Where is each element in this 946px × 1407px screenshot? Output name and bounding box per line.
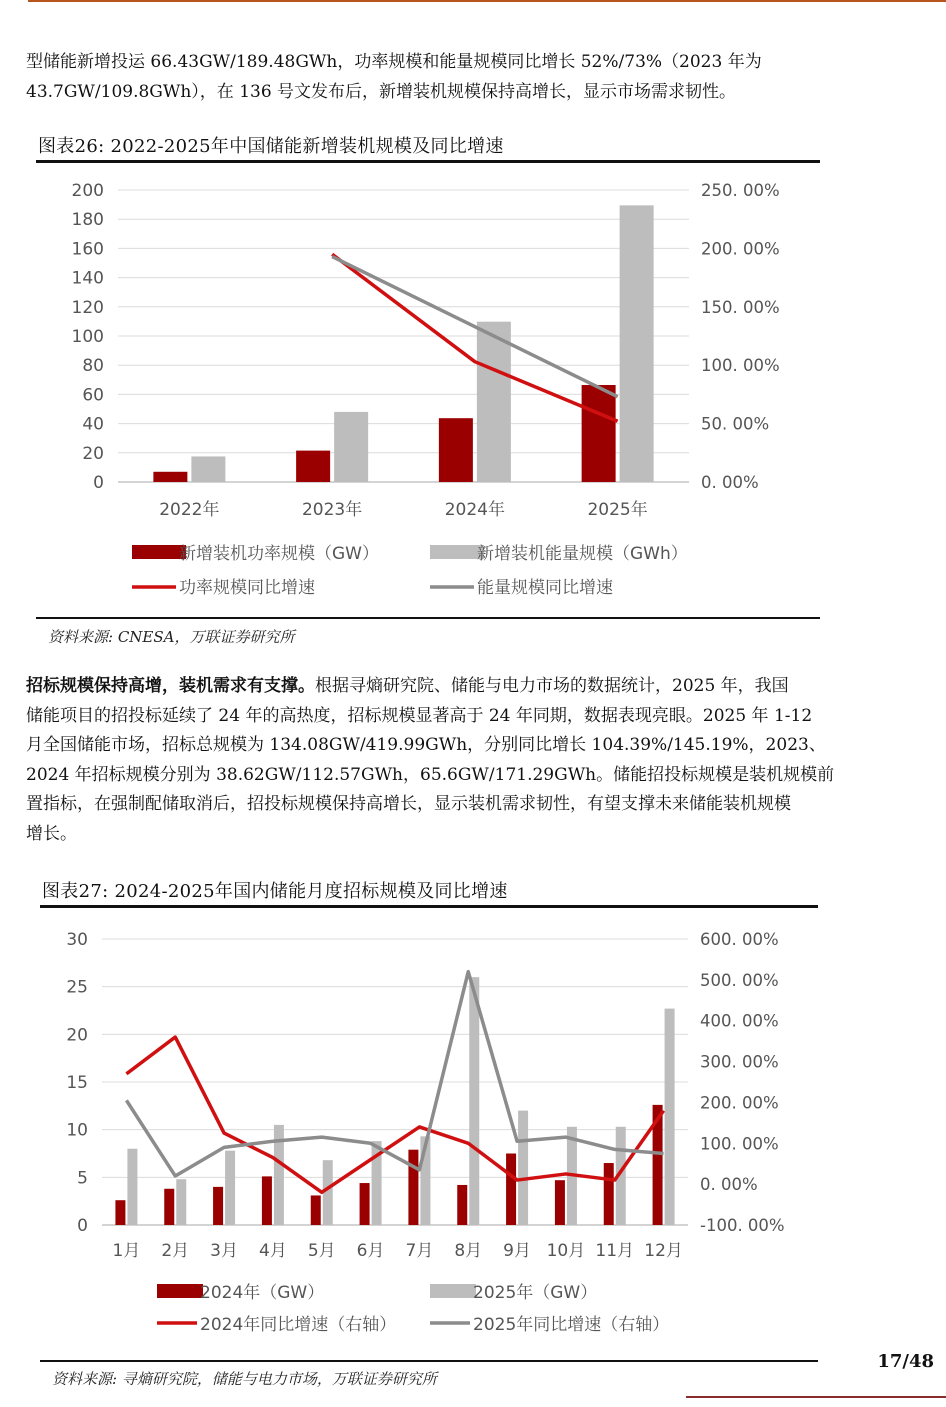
- left-axis-tick-label: 5: [77, 1168, 88, 1189]
- tender-line-3: 月全国储能市场，招标总规模为 134.08GW/419.99GWh，分别同比增长 104.39%/145.19%，2023、: [26, 735, 826, 755]
- right-axis-tick-label: 100. 00%: [700, 1134, 779, 1154]
- category-label: 6月: [356, 1241, 385, 1261]
- figure27-legend: [157, 1282, 669, 1335]
- right-axis-tick-label: 200. 00%: [700, 1093, 779, 1113]
- right-axis-tick-label: 100. 00%: [701, 356, 780, 376]
- series-line: [126, 1037, 663, 1192]
- figure27-title: 图表27: 2024-2025年国内储能月度招标规模及同比增速: [42, 881, 508, 902]
- figure27-bottom-rule: [40, 1360, 818, 1362]
- bar: [408, 1150, 418, 1225]
- footer-rule: [686, 1396, 946, 1398]
- bar: [477, 322, 511, 482]
- left-axis-tick-label: 180: [71, 210, 104, 231]
- legend-label-energy-growth: 能量规模同比增速: [477, 578, 613, 598]
- category-label: 2022年: [159, 500, 220, 520]
- bar: [115, 1200, 125, 1225]
- tender-line-1: 根据寻熵研究院、储能与电力市场的数据统计，2025 年，我国: [315, 676, 789, 696]
- category-label: 8月: [454, 1241, 483, 1261]
- bar: [457, 1185, 467, 1225]
- category-label: 10月: [546, 1241, 586, 1261]
- left-axis-tick-label: 20: [82, 443, 104, 464]
- bar: [555, 1180, 565, 1225]
- intro-paragraph: [26, 48, 926, 107]
- bar: [296, 451, 330, 482]
- left-axis-tick-label: 60: [82, 385, 104, 406]
- intro-line-2: 43.7GW/109.8GWh），在 136 号文发布后，新增装机规模保持高增长，显示市场需求韧性。: [26, 81, 737, 102]
- top-rule: [28, 0, 946, 2]
- figure26-bottom-rule: [36, 617, 820, 619]
- legend-label-2024-growth: 2024年同比增速（右轴）: [200, 1315, 397, 1335]
- category-label: 5月: [307, 1241, 336, 1261]
- category-label: 2月: [161, 1241, 190, 1261]
- bar: [225, 1151, 235, 1225]
- tender-paragraph: [26, 672, 926, 849]
- legend-swatch-power: [132, 545, 186, 559]
- right-axis-tick-label: 0. 00%: [700, 1175, 758, 1195]
- legend-label-energy: 新增装机能量规模（GWh）: [477, 544, 688, 564]
- right-axis-tick-label: 0. 00%: [701, 473, 759, 492]
- intro-line-1: 型储能新增投运 66.43GW/189.48GWh，功率规模和能量规模同比增长 52%/73%（2023 年为: [26, 52, 762, 72]
- figure27-chart: [40, 910, 818, 1355]
- bar: [604, 1163, 614, 1225]
- left-axis-tick-label: 20: [66, 1025, 88, 1046]
- left-axis-tick-label: 25: [66, 977, 88, 998]
- bar: [176, 1179, 186, 1225]
- left-axis-tick-label: 80: [82, 356, 104, 377]
- category-label: 2025年: [587, 500, 648, 520]
- left-axis-tick-label: 160: [71, 239, 104, 260]
- category-label: 11月: [595, 1241, 635, 1261]
- legend-label-power-growth: 功率规模同比增速: [179, 578, 315, 598]
- bar: [518, 1111, 528, 1225]
- left-axis-tick-label: 0: [77, 1216, 88, 1236]
- legend-swatch-energy: [430, 545, 484, 559]
- bar: [213, 1187, 223, 1225]
- page-number: 17/48: [877, 1351, 934, 1372]
- left-axis-tick-label: 30: [66, 930, 88, 950]
- bar: [311, 1195, 321, 1225]
- category-label: 1月: [112, 1241, 141, 1261]
- left-axis-tick-label: 0: [93, 473, 104, 493]
- bar: [506, 1154, 516, 1226]
- left-axis-tick-label: 200: [71, 181, 104, 201]
- bar: [439, 418, 473, 482]
- left-axis-tick-label: 100: [71, 327, 104, 347]
- right-axis-tick-label: 150. 00%: [701, 297, 780, 317]
- bar: [191, 456, 225, 482]
- legend-label-2025: 2025年（GW）: [473, 1283, 598, 1303]
- right-axis-tick-label: -100. 00%: [700, 1216, 785, 1235]
- bar: [334, 412, 368, 482]
- bar: [582, 385, 616, 482]
- category-label: 4月: [259, 1241, 287, 1261]
- right-axis-tick-label: 250. 00%: [701, 181, 780, 200]
- category-label: 2024年: [444, 500, 506, 520]
- right-axis-tick-label: 300. 00%: [700, 1052, 779, 1072]
- figure26-source: 资料来源: CNESA，万联证券研究所: [48, 628, 295, 646]
- figure26-title: 图表26: 2022-2025年中国储能新增装机规模及同比增速: [38, 136, 504, 157]
- bar: [469, 977, 479, 1225]
- bar: [620, 205, 654, 482]
- left-axis-tick-label: 120: [71, 297, 104, 318]
- tender-line-6: 增长。: [26, 823, 77, 844]
- bar: [665, 1009, 675, 1225]
- left-axis-tick-label: 140: [71, 268, 104, 289]
- figure27-source: 资料来源: 寻熵研究院，储能与电力市场，万联证券研究所: [52, 1370, 437, 1388]
- bar: [153, 472, 187, 482]
- category-label: 9月: [503, 1241, 531, 1261]
- category-label: 3月: [210, 1241, 238, 1261]
- tender-line-2: 储能项目的招投标延续了 24 年的高热度，招标规模显著高于 24 年同期，数据表现亮眼。2025 年 1-12: [26, 705, 813, 726]
- legend-label-power: 新增装机功率规模（GW）: [179, 544, 379, 564]
- legend-swatch-2025: [430, 1284, 476, 1298]
- right-axis-tick-label: 600. 00%: [700, 930, 779, 949]
- right-axis-tick-label: 400. 00%: [700, 1011, 779, 1031]
- tender-line-4: 2024 年招标规模分别为 38.62GW/112.57GWh，65.6GW/171.29GWh。储能招投标规模是装机规模前: [26, 764, 835, 785]
- bar: [127, 1149, 137, 1225]
- right-axis-tick-label: 50. 00%: [701, 414, 770, 434]
- figure27-title-rule: [40, 905, 818, 908]
- right-axis-tick-label: 200. 00%: [701, 239, 780, 259]
- figure26-legend: [132, 544, 688, 598]
- category-label: 7月: [405, 1241, 434, 1261]
- legend-label-2024: 2024年（GW）: [200, 1283, 325, 1303]
- bar: [262, 1176, 272, 1225]
- left-axis-tick-label: 10: [66, 1120, 88, 1141]
- legend-label-2025-growth: 2025年同比增速（右轴）: [473, 1315, 670, 1335]
- right-axis-tick-label: 500. 00%: [700, 970, 779, 990]
- bar: [360, 1183, 370, 1225]
- tender-line-5: 置指标，在强制配储取消后，招投标规模保持高增长，显示装机需求韧性，有望支撑未来储能装机规模: [26, 794, 791, 814]
- tender-heading: 招标规模保持高增，装机需求有支撑。: [26, 676, 315, 696]
- figure26-title-rule: [36, 160, 820, 163]
- category-label: 12月: [644, 1241, 683, 1261]
- legend-swatch-2024: [157, 1284, 203, 1298]
- left-axis-tick-label: 15: [66, 1073, 88, 1093]
- figure26-chart: [36, 165, 820, 615]
- bar: [164, 1189, 174, 1225]
- category-label: 2023年: [301, 500, 363, 520]
- left-axis-tick-label: 40: [82, 414, 104, 435]
